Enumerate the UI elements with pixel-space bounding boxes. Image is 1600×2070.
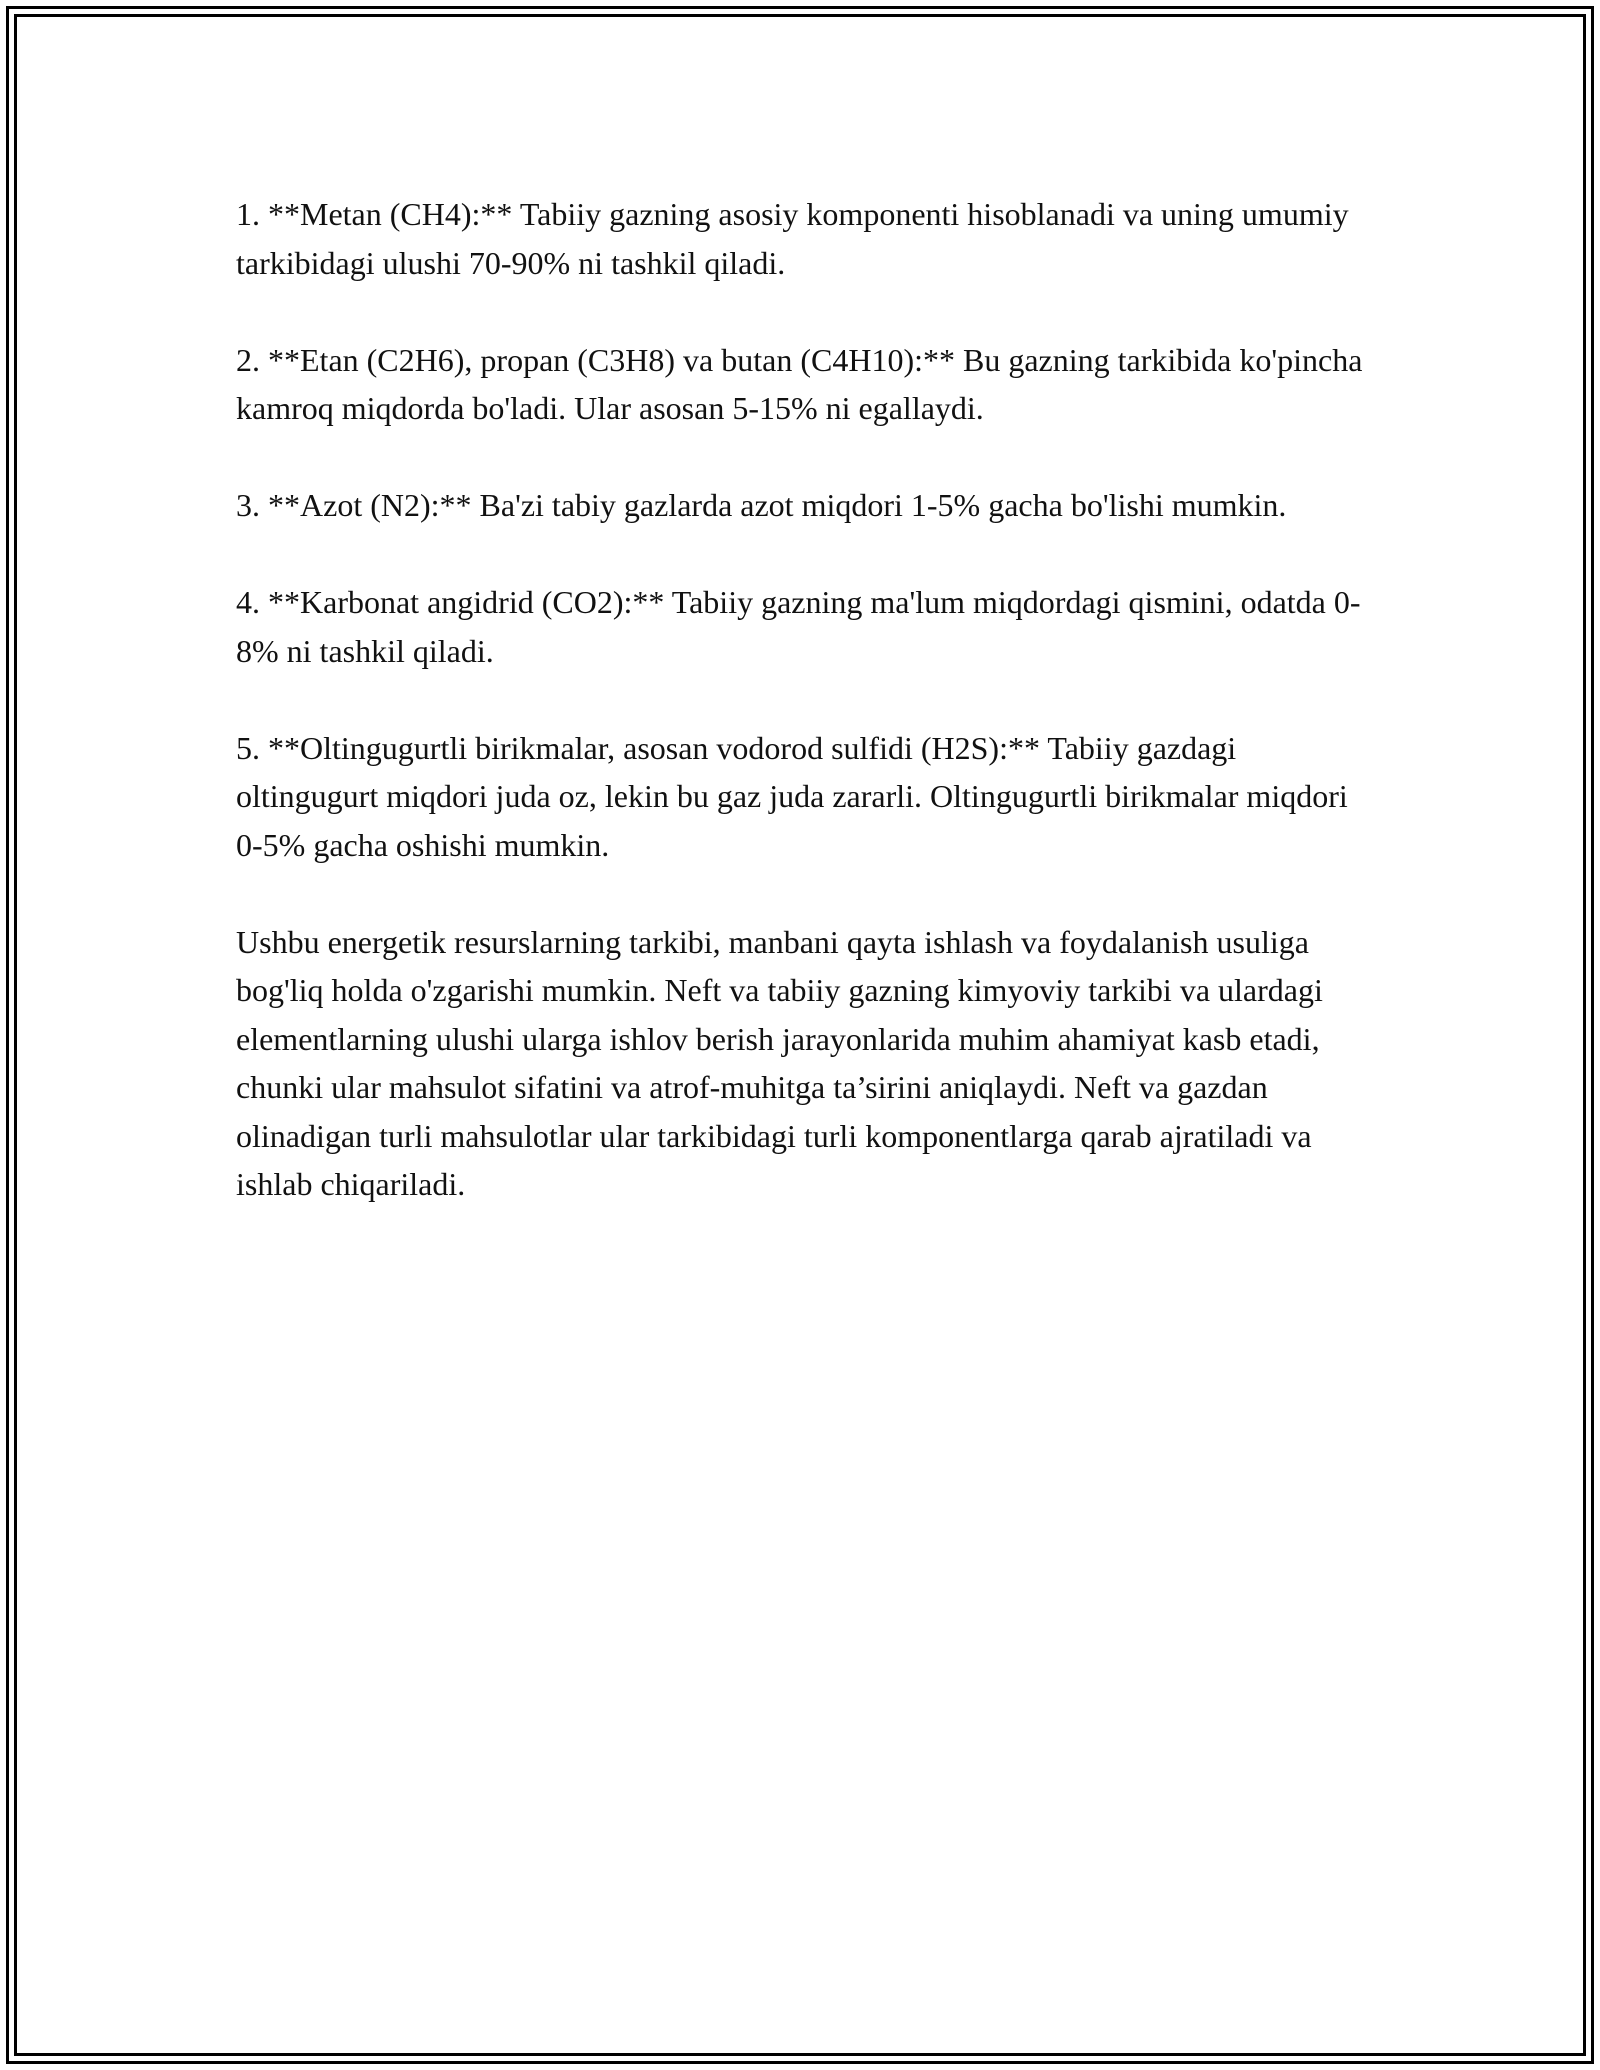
list-item-nitrogen: 3. **Azot (N2):** Ba'zi tabiy gazlarda azot miqdori 1-5% gacha bo'lishi mumkin. [236,487,1287,523]
list-item-carbon-dioxide: 4. **Karbonat angidrid (CO2):** Tabiiy gazning ma'lum miqdordagi qismini, odatda 0-8% ni tashkil qiladi. [236,584,1361,669]
document-body [236,190,1366,1257]
summary-paragraph: Ushbu energetik resurslarning tarkibi, manbani qayta ishlash va foydalanish usuliga bog'liq holda o'zgarishi mumkin. Neft va tabiiy gazning kimyoviy tarkibi va ulardagi elementlarning ulushi ularga ishlov berish jarayonlarida muhim ahamiyat kasb etadi, chunki ular mahsulot sifatini va atrof-muhitga ta’sirini aniqlaydi. Neft va gazdan olinadigan turli mahsulotlar ular tarkibidagi turli komponentlarga qarab ajratiladi va ishlab chiqariladi. [236,923,1323,1202]
list-item-methane: 1. **Metan (CH4):** Tabiiy gazning asosiy komponenti hisoblanadi va uning umumiy tarkibidagi ulushi 70-90% ni tashkil qiladi. [236,196,1349,281]
list-item-ethane-propane-butane: 2. **Etan (C2H6), propan (C3H8) va butan (C4H10):** Bu gazning tarkibida ko'pincha kamroq miqdorda bo'ladi. Ular asosan 5-15% ni egallaydi. [236,341,1363,426]
list-item-sulfur-compounds: 5. **Oltingugurtli birikmalar, asosan vodorod sulfidi (H2S):** Tabiiy gazdagi oltingugurt miqdori juda oz, lekin bu gaz juda zararli. Oltingugurtli birikmalar miqdori 0-5% gacha oshishi mumkin. [236,729,1348,863]
